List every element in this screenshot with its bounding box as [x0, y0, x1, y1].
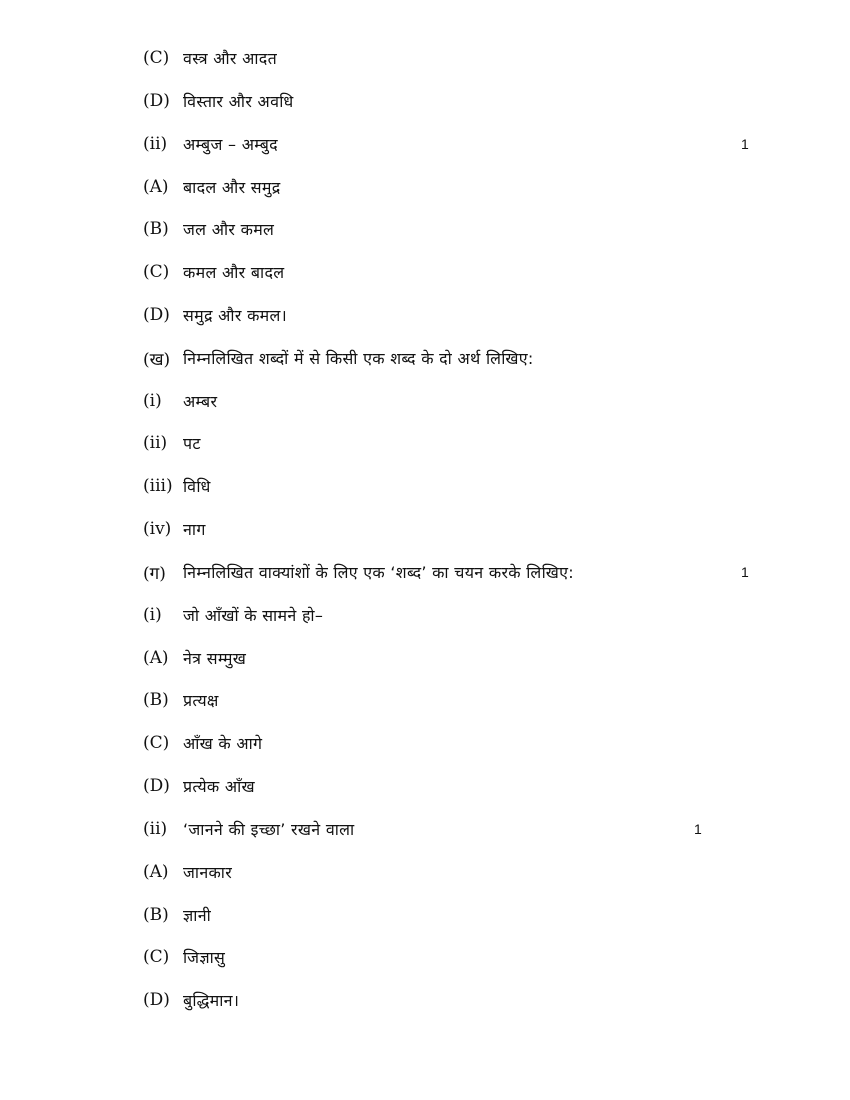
item-text: प्रत्येक आँख [183, 777, 255, 796]
item-text: समुद्र और कमल। [183, 306, 288, 325]
item-label: (iv) [143, 519, 172, 539]
item-label: (D) [143, 990, 170, 1010]
question-line [143, 859, 232, 885]
item-label: (B) [143, 690, 169, 710]
item-label: (ii) [143, 819, 168, 839]
item-label: (ग) [143, 563, 166, 584]
item-text: पट [183, 434, 201, 453]
question-line [143, 773, 255, 799]
marks: 1 [741, 564, 749, 580]
item-text: जानकार [183, 863, 233, 882]
question-line [143, 730, 262, 756]
question-line [143, 944, 225, 970]
question-line [143, 816, 354, 842]
item-text: वस्त्र और आदत [183, 49, 278, 68]
item-text: अम्बुज – अम्बुद [183, 135, 278, 154]
question-line [143, 902, 211, 928]
item-label: (D) [143, 91, 170, 111]
question-line [143, 216, 274, 242]
question-line [143, 88, 294, 114]
question-line [143, 602, 323, 628]
question-line [143, 987, 239, 1013]
question-line [143, 473, 211, 499]
item-label: (B) [143, 905, 169, 925]
marks: 1 [694, 821, 702, 837]
question-line [143, 345, 534, 371]
question-line [143, 516, 206, 542]
item-label: (D) [143, 776, 170, 796]
item-label: (D) [143, 305, 170, 325]
item-text: निम्नलिखित शब्दों में से किसी एक शब्द के दो अर्थ लिखिए: [183, 349, 534, 368]
marks: 1 [741, 136, 749, 152]
item-text: आँख के आगे [183, 734, 263, 753]
question-line [143, 388, 217, 414]
item-label: (ii) [143, 433, 168, 453]
item-label: (A) [143, 177, 169, 197]
item-text: विस्तार और अवधि [183, 92, 294, 111]
question-line [143, 174, 281, 200]
item-text: बुद्धिमान। [183, 991, 240, 1010]
item-text: जिज्ञासु [183, 948, 226, 967]
item-text: निम्नलिखित वाक्यांशों के लिए एक ‘शब्द’ का चयन करके लिखिए: [183, 563, 574, 582]
item-label: (A) [143, 648, 169, 668]
item-text: नेत्र सम्मुख [183, 649, 247, 668]
item-label: (B) [143, 219, 169, 239]
item-label: (C) [143, 947, 170, 967]
item-text: नाग [183, 520, 206, 539]
item-label: (iii) [143, 476, 173, 496]
item-text: विधि [183, 477, 211, 496]
item-label: (A) [143, 862, 169, 882]
item-text: जल और कमल [183, 220, 275, 239]
item-label: (C) [143, 48, 170, 68]
item-text: जो आँखों के सामने हो– [183, 606, 324, 625]
question-line [143, 259, 284, 285]
item-text: बादल और समुद्र [183, 178, 281, 197]
item-label: (C) [143, 262, 170, 282]
item-text: कमल और बादल [183, 263, 285, 282]
question-line [143, 430, 201, 456]
item-label: (ii) [143, 134, 168, 154]
question-line [143, 559, 574, 585]
item-text: ‘जानने की इच्छा’ रखने वाला [183, 820, 355, 839]
question-line [143, 645, 246, 671]
item-text: ज्ञानी [183, 906, 212, 925]
item-label: (i) [143, 391, 162, 411]
item-label: (i) [143, 605, 162, 625]
question-line [143, 302, 287, 328]
question-line [143, 131, 278, 157]
item-label: (ख) [143, 349, 171, 370]
question-line [143, 45, 277, 71]
question-line [143, 687, 219, 713]
item-text: प्रत्यक्ष [183, 691, 219, 710]
item-label: (C) [143, 733, 170, 753]
item-text: अम्बर [183, 392, 218, 411]
